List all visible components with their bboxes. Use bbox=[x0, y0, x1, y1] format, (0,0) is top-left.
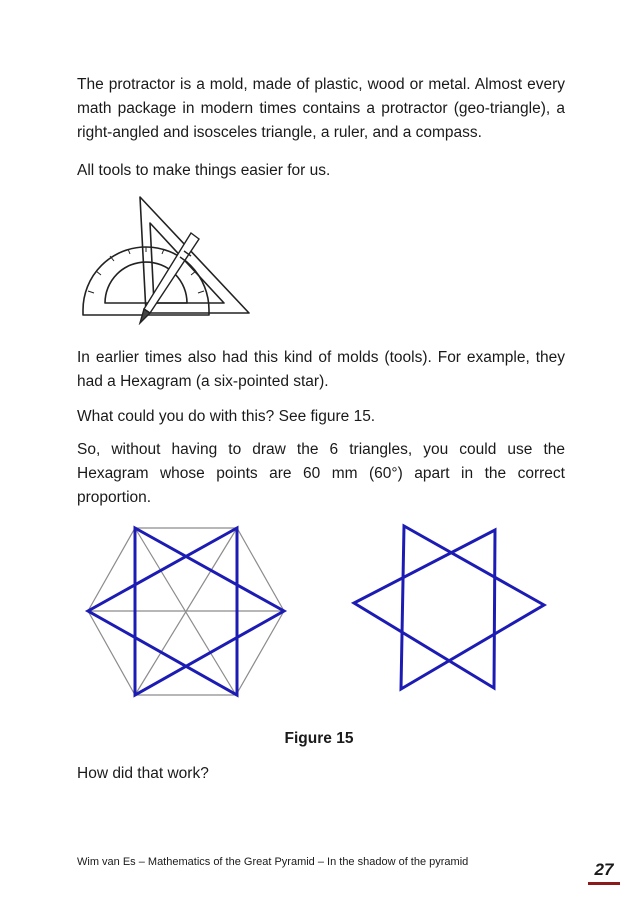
page-number: 27 bbox=[588, 848, 620, 885]
closing-question: How did that work? bbox=[77, 765, 209, 782]
intro-paragraph: The protractor is a mold, made of plastic, wood or metal. Almost every math package in modern times contains a protractor (geo-triangle), a right-angled and isosceles triangle, a ruler, and a compass. bbox=[77, 76, 565, 141]
figure-caption: Figure 15 bbox=[284, 730, 354, 747]
protractor-illustration bbox=[78, 193, 258, 325]
question-paragraph: What could you do with this? See figure 15. bbox=[77, 408, 376, 425]
tools-paragraph: All tools to make things easier for us. bbox=[77, 162, 331, 179]
page-footer: Wim van Es – Mathematics of the Great Pyramid – In the shadow of the pyramid bbox=[77, 856, 469, 868]
hexagon-construction-figure bbox=[83, 523, 293, 701]
hexagram-figure bbox=[350, 523, 550, 693]
hexagram-paragraph: So, without having to draw the 6 triangles, you could use the Hexagram whose points are 60 mm (60°) apart in the correct proportion. bbox=[77, 441, 565, 506]
molds-paragraph: In earlier times also had this kind of molds (tools). For example, they had a Hexagram (a six-pointed star). bbox=[77, 349, 565, 390]
